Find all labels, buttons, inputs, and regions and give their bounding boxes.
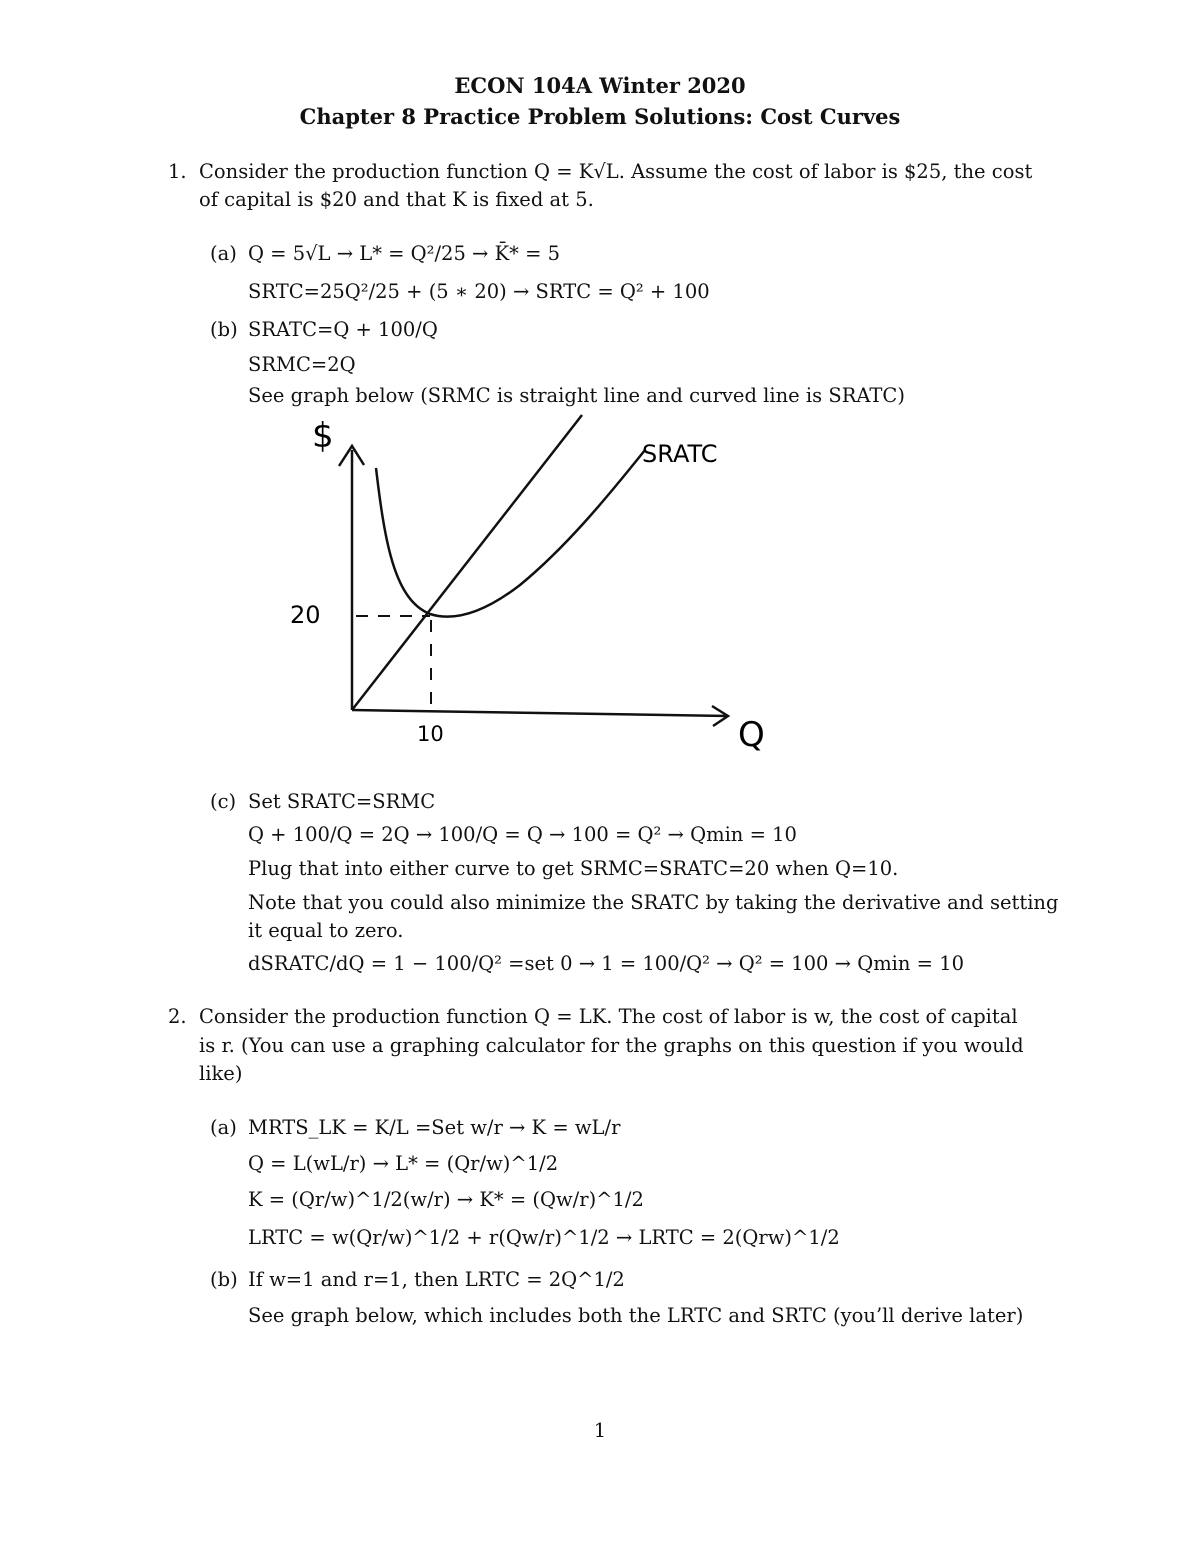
problem1-part-a-line1: Q = 5√L → L* = Q²/25 → K̄* = 5	[248, 242, 561, 265]
y-axis-label: $	[312, 416, 334, 456]
problem1-part-c-line5: it equal to zero.	[248, 919, 404, 942]
x-axis-label: Q	[738, 715, 765, 755]
sratc-curve	[376, 450, 645, 617]
x-tick-label: 10	[417, 722, 444, 746]
problem1-part-c-line4: Note that you could also minimize the SRATC by taking the derivative and setting	[248, 891, 1059, 914]
problem1-part-a-label: (a)	[210, 242, 237, 265]
problem2-part-a-line1: MRTS_LK = K/L =Set w/r → K = wL/r	[248, 1116, 621, 1139]
problem2-intro-line1: Consider the production function Q = LK. The cost of labor is w, the cost of capital	[199, 1005, 1018, 1028]
problem1-part-c-line1: Set SRATC=SRMC	[248, 790, 436, 813]
problem2-part-a-line3: K = (Qr/w)^1/2(w/r) → K* = (Qw/r)^1/2	[248, 1188, 644, 1211]
problem2-part-b-line1: If w=1 and r=1, then LRTC = 2Q^1/2	[248, 1268, 625, 1291]
problem1-part-b-line2: SRMC=2Q	[248, 353, 356, 376]
problem2-intro-line3: like)	[199, 1062, 243, 1085]
problem1-part-b-label: (b)	[210, 318, 238, 341]
problem1-part-c-line2: Q + 100/Q = 2Q → 100/Q = Q → 100 = Q² → Qmin = 10	[248, 823, 797, 846]
problem2-number: 2.	[168, 1005, 187, 1028]
problem1-part-b-line1: SRATC=Q + 100/Q	[248, 318, 438, 341]
cost-curves-graph	[270, 405, 790, 765]
problem2-part-a-label: (a)	[210, 1116, 237, 1139]
problem1-number: 1.	[168, 160, 187, 183]
problem1-part-c-line6: dSRATC/dQ = 1 − 100/Q² =set 0 → 1 = 100/Q² → Q² = 100 → Qmin = 10	[248, 952, 965, 975]
problem2-part-a-line4: LRTC = w(Qr/w)^1/2 + r(Qw/r)^1/2 → LRTC = 2(Qrw)^1/2	[248, 1226, 840, 1249]
y-tick-label: 20	[290, 601, 321, 629]
srmc-line	[352, 415, 582, 710]
problem2-part-b-label: (b)	[210, 1268, 238, 1291]
page-number: 1	[593, 1419, 607, 1442]
problem1-intro-line1: Consider the production function Q = K√L. Assume the cost of labor is $25, the cost	[199, 160, 1033, 183]
sratc-curve-label: SRATC	[642, 440, 718, 468]
course-title: ECON 104A Winter 2020	[454, 73, 746, 98]
problem1-intro-line2: of capital is $20 and that K is fixed at 5.	[199, 188, 594, 211]
problem2-intro-line2: is r. (You can use a graphing calculator for the graphs on this question if you would	[199, 1034, 1024, 1057]
problem2-part-b-line2: See graph below, which includes both the LRTC and SRTC (you’ll derive later)	[248, 1304, 1024, 1327]
problem1-part-c-line3: Plug that into either curve to get SRMC=SRATC=20 when Q=10.	[248, 857, 899, 880]
problem1-part-a-line2: SRTC=25Q²/25 + (5 ∗ 20) → SRTC = Q² + 100	[248, 280, 710, 303]
x-axis	[352, 710, 728, 716]
document-subtitle: Chapter 8 Practice Problem Solutions: Cost Curves	[299, 104, 901, 129]
problem2-part-a-line2: Q = L(wL/r) → L* = (Qr/w)^1/2	[248, 1152, 559, 1175]
problem1-part-c-label: (c)	[210, 790, 237, 813]
problem1-part-b-line3: See graph below (SRMC is straight line and curved line is SRATC)	[248, 384, 905, 407]
